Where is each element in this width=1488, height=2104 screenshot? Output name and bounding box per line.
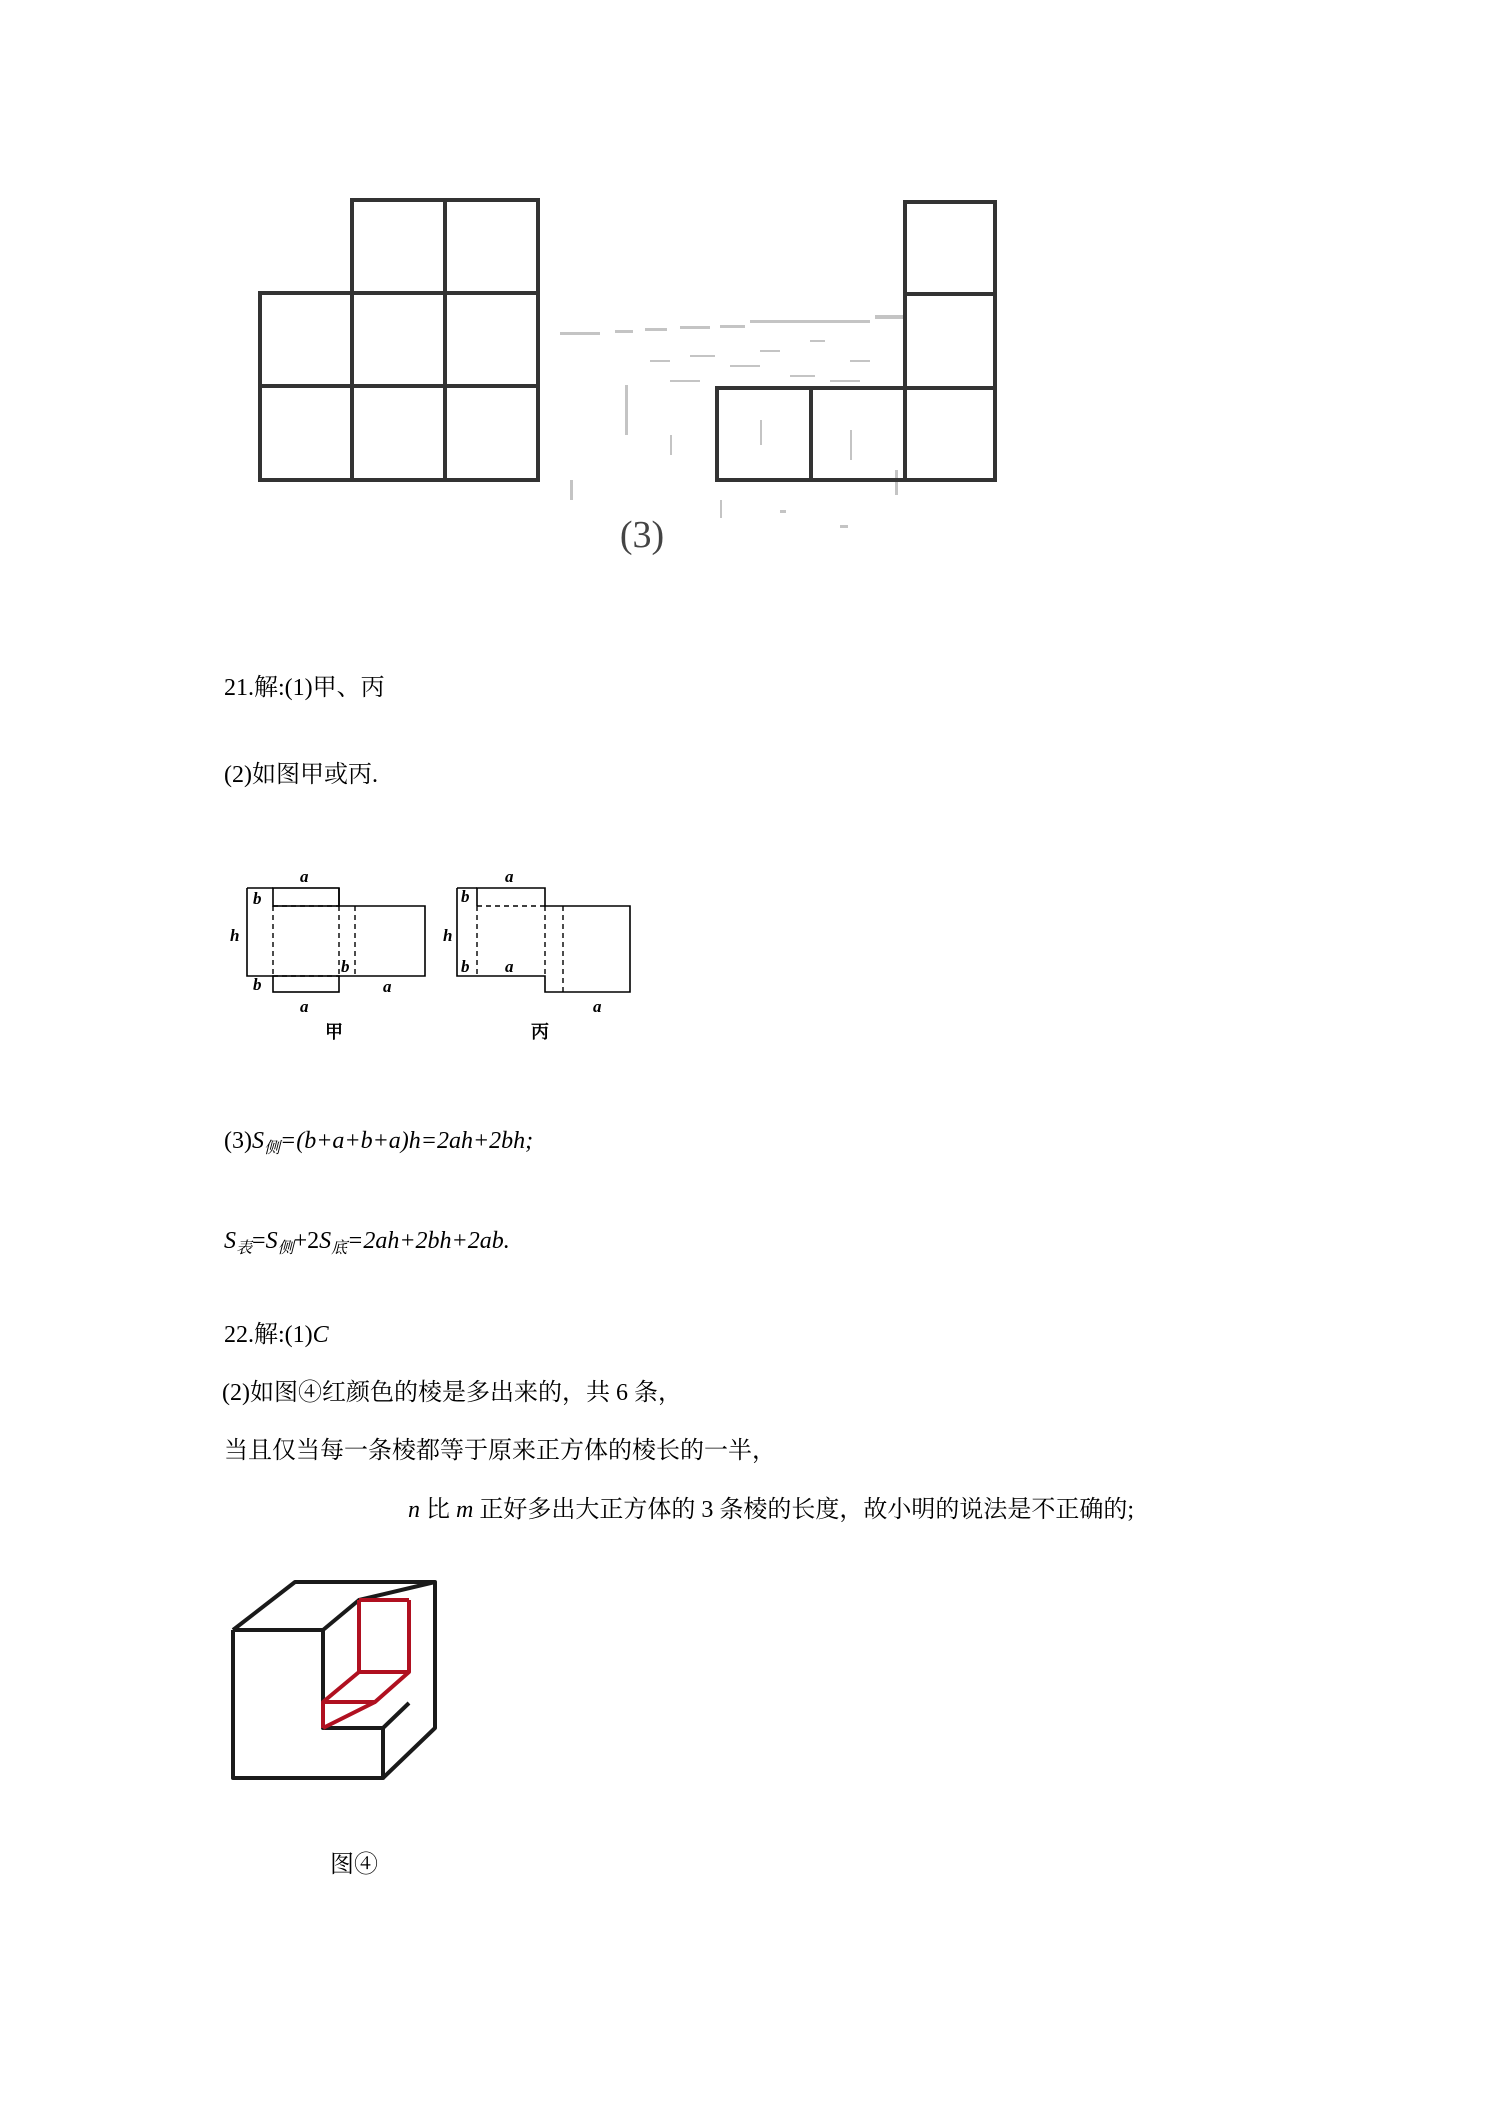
q21-3-S: S: [251, 1128, 264, 1154]
jia-label-b-inner: b: [341, 957, 350, 976]
q22-answer-2: (2)如图④红颜色的棱是多出来的，共 6 条，: [222, 1380, 682, 1406]
cube-black-edges: [233, 1582, 435, 1778]
q22-answer-3: 当且仅当每一条棱都等于原来正方体的棱长的一半，: [224, 1438, 776, 1464]
figure-4-caption: 图④: [330, 1852, 378, 1878]
q21-3-sub-side: 侧: [263, 1140, 280, 1157]
jia-label-a-right: a: [383, 977, 392, 996]
q22-4-m: m: [456, 1497, 474, 1523]
q21-4-eq: =: [252, 1228, 266, 1254]
bing-label-b-top: b: [461, 887, 470, 906]
q22-1-answer: C: [312, 1322, 329, 1348]
q21-4-S2: S: [265, 1228, 278, 1254]
grid-shape-left: [260, 200, 538, 480]
jia-label-a-top: a: [300, 867, 309, 886]
q21-4-S3: S: [319, 1228, 332, 1254]
q22-4-t2: 正好多出大正方体的 3 条棱的长度，故小明的说法是不正确的;: [473, 1497, 1135, 1523]
q21-answer-4: [224, 1226, 510, 1264]
q21-4-sub-surface: 表: [236, 1240, 253, 1257]
q22-answer-4: [408, 1495, 1134, 1525]
q21-nets-figure: [225, 840, 645, 1060]
jia-label-b-top: b: [253, 889, 262, 908]
grid-shape-right: [717, 202, 995, 480]
figure-3-grids: [230, 180, 1070, 570]
q21-3-prefix: (3): [224, 1128, 252, 1154]
q22-answer-1: [224, 1320, 329, 1350]
q21-answer-3: [224, 1126, 533, 1164]
jia-label-a-bottom: a: [300, 997, 309, 1016]
q21-answer-1: 21.解:(1)甲、丙: [224, 675, 385, 701]
bing-label-h: h: [443, 926, 453, 945]
bing-label-a-top: a: [505, 867, 514, 886]
bing-label-a-mid: a: [505, 957, 514, 976]
net-bing: [457, 888, 630, 992]
q21-3-formula: =(b+a+b+a)h=2ah+2bh;: [280, 1128, 534, 1154]
net-jia: [247, 888, 425, 992]
jia-caption: 甲: [325, 1022, 343, 1042]
cube-figure-4: [225, 1570, 455, 1800]
q22-1-prefix: 22.解:(1): [224, 1322, 313, 1348]
jia-label-b-bottom: b: [253, 975, 262, 994]
q22-4-t1: 比: [420, 1497, 456, 1523]
q21-4-sub-side: 侧: [277, 1240, 294, 1257]
jia-label-h: h: [230, 926, 240, 945]
q22-4-n: n: [408, 1497, 420, 1523]
q21-4-plus2: +2: [293, 1228, 320, 1254]
q21-4-S: S: [224, 1228, 236, 1254]
q21-4-sub-base: 底: [331, 1240, 348, 1257]
figure-3-label: (3): [619, 514, 665, 556]
bing-caption: 丙: [531, 1022, 549, 1042]
bing-label-a-right: a: [593, 997, 602, 1016]
scan-noise: [560, 315, 905, 528]
bing-label-b-bottom: b: [461, 957, 470, 976]
q21-4-formula: =2ah+2bh+2ab.: [347, 1228, 510, 1254]
q21-answer-2: (2)如图甲或丙.: [224, 762, 378, 788]
